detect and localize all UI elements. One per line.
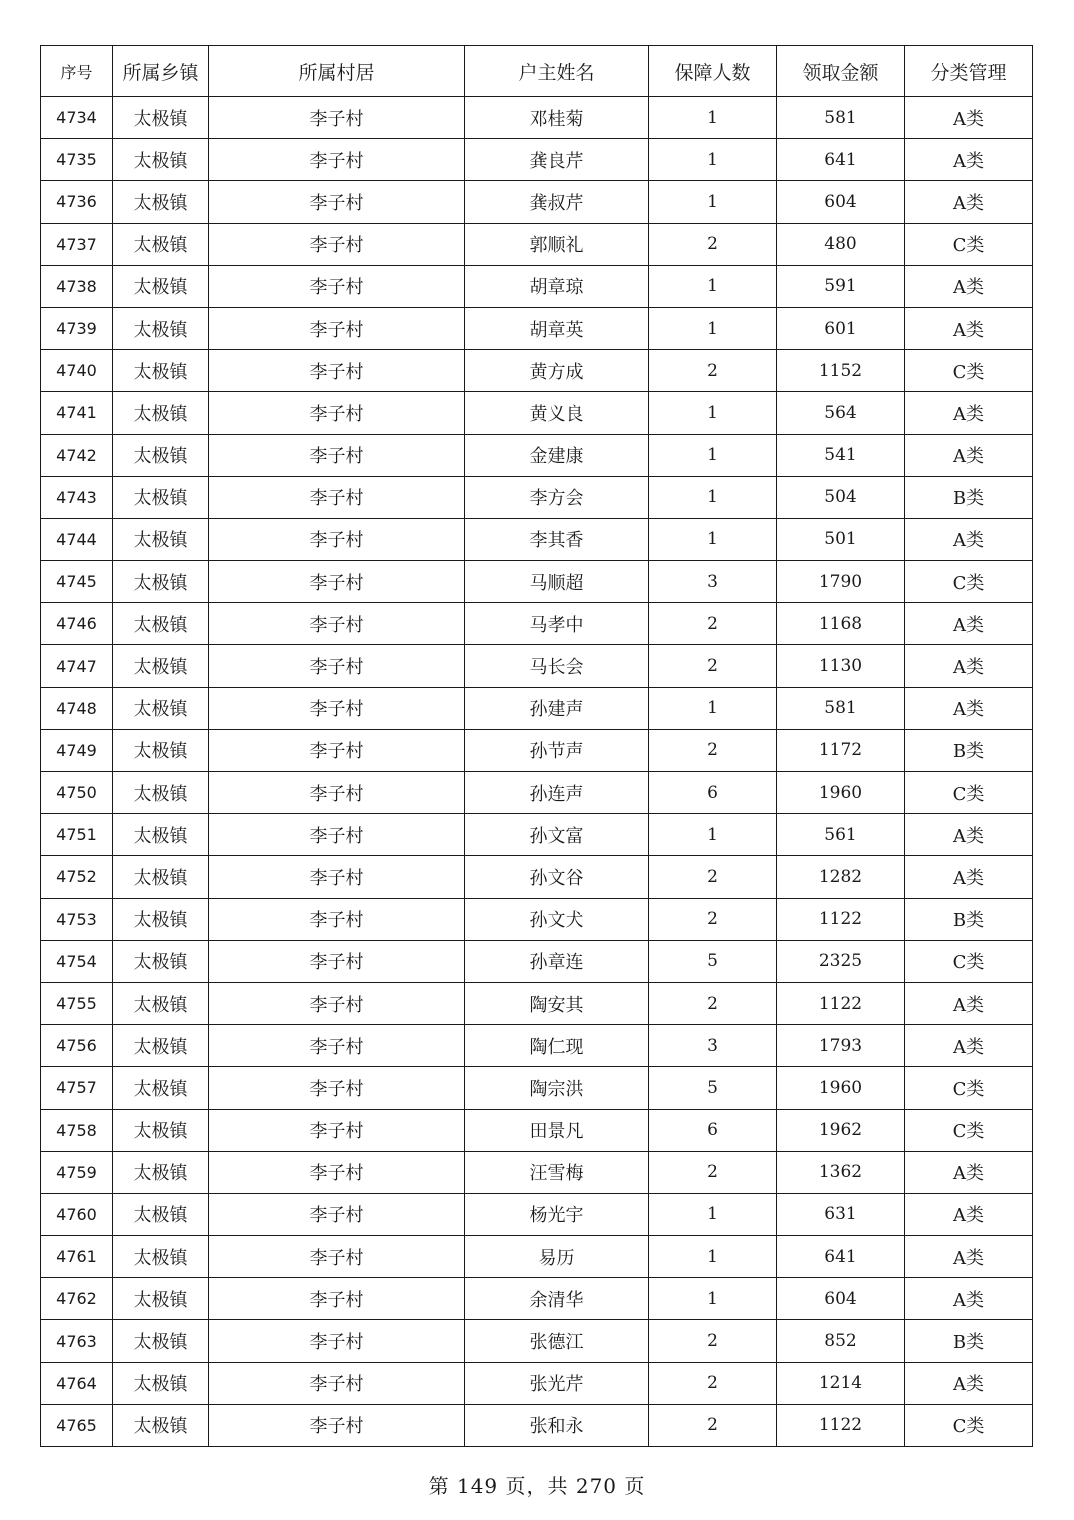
cell-head: 龚良芹: [465, 139, 649, 181]
cell-category: C类: [905, 1404, 1033, 1446]
cell-amount: 1122: [777, 982, 905, 1024]
table-row: [41, 139, 1033, 181]
table-row: [41, 518, 1033, 560]
cell-count: 2: [649, 1320, 777, 1362]
column-header-count: 保障人数: [649, 46, 777, 97]
table-row: [41, 1320, 1033, 1362]
cell-head: 黄义良: [465, 392, 649, 434]
cell-amount: 1960: [777, 772, 905, 814]
cell-village: 李子村: [209, 898, 465, 940]
cell-category: A类: [905, 1278, 1033, 1320]
cell-head: 杨光宇: [465, 1193, 649, 1235]
cell-category: A类: [905, 392, 1033, 434]
cell-category: A类: [905, 1362, 1033, 1404]
cell-category: C类: [905, 940, 1033, 982]
cell-village: 李子村: [209, 729, 465, 771]
cell-township: 太极镇: [113, 603, 209, 645]
cell-head: 孙文谷: [465, 856, 649, 898]
cell-township: 太极镇: [113, 434, 209, 476]
cell-amount: 1152: [777, 350, 905, 392]
cell-head: 郭顺礼: [465, 223, 649, 265]
cell-township: 太极镇: [113, 1109, 209, 1151]
cell-no: 4757: [41, 1067, 113, 1109]
cell-amount: 1122: [777, 898, 905, 940]
cell-head: 龚叔芹: [465, 181, 649, 223]
cell-no: 4746: [41, 603, 113, 645]
cell-amount: 1960: [777, 1067, 905, 1109]
cell-head: 黄方成: [465, 350, 649, 392]
cell-count: 5: [649, 940, 777, 982]
cell-head: 马孝中: [465, 603, 649, 645]
cell-no: 4759: [41, 1151, 113, 1193]
cell-no: 4753: [41, 898, 113, 940]
cell-no: 4762: [41, 1278, 113, 1320]
cell-amount: 604: [777, 181, 905, 223]
cell-village: 李子村: [209, 1151, 465, 1193]
cell-no: 4765: [41, 1404, 113, 1446]
table-row: [41, 265, 1033, 307]
cell-village: 李子村: [209, 772, 465, 814]
cell-amount: 1168: [777, 603, 905, 645]
cell-category: A类: [905, 1151, 1033, 1193]
cell-count: 2: [649, 223, 777, 265]
cell-amount: 581: [777, 687, 905, 729]
cell-count: 6: [649, 772, 777, 814]
cell-no: 4741: [41, 392, 113, 434]
cell-count: 2: [649, 645, 777, 687]
cell-township: 太极镇: [113, 1404, 209, 1446]
cell-category: A类: [905, 181, 1033, 223]
header-row: [41, 46, 1033, 97]
cell-head: 陶仁现: [465, 1025, 649, 1067]
cell-no: 4739: [41, 307, 113, 349]
cell-count: 1: [649, 687, 777, 729]
cell-amount: 1130: [777, 645, 905, 687]
column-header-no: 序号: [41, 46, 113, 97]
cell-township: 太极镇: [113, 181, 209, 223]
cell-head: 李其香: [465, 518, 649, 560]
cell-township: 太极镇: [113, 1193, 209, 1235]
cell-no: 4761: [41, 1236, 113, 1278]
cell-category: B类: [905, 898, 1033, 940]
cell-village: 李子村: [209, 1067, 465, 1109]
cell-category: A类: [905, 265, 1033, 307]
table-row: [41, 434, 1033, 476]
cell-no: 4747: [41, 645, 113, 687]
cell-count: 1: [649, 265, 777, 307]
cell-head: 马长会: [465, 645, 649, 687]
cell-count: 2: [649, 898, 777, 940]
cell-township: 太极镇: [113, 1236, 209, 1278]
cell-category: B类: [905, 476, 1033, 518]
table-row: [41, 1067, 1033, 1109]
cell-count: 3: [649, 1025, 777, 1067]
table-row: [41, 1151, 1033, 1193]
cell-category: A类: [905, 603, 1033, 645]
cell-township: 太极镇: [113, 139, 209, 181]
table-row: [41, 1404, 1033, 1446]
cell-amount: 1793: [777, 1025, 905, 1067]
cell-amount: 1214: [777, 1362, 905, 1404]
cell-village: 李子村: [209, 265, 465, 307]
cell-township: 太极镇: [113, 350, 209, 392]
cell-head: 孙文富: [465, 814, 649, 856]
table-row: [41, 645, 1033, 687]
cell-amount: 1282: [777, 856, 905, 898]
cell-village: 李子村: [209, 139, 465, 181]
cell-township: 太极镇: [113, 476, 209, 518]
cell-head: 李方会: [465, 476, 649, 518]
cell-amount: 561: [777, 814, 905, 856]
cell-village: 李子村: [209, 1320, 465, 1362]
cell-category: A类: [905, 814, 1033, 856]
cell-category: C类: [905, 350, 1033, 392]
cell-township: 太极镇: [113, 772, 209, 814]
cell-amount: 1962: [777, 1109, 905, 1151]
cell-village: 李子村: [209, 856, 465, 898]
cell-category: A类: [905, 1236, 1033, 1278]
cell-count: 1: [649, 97, 777, 139]
cell-amount: 2325: [777, 940, 905, 982]
cell-village: 李子村: [209, 1109, 465, 1151]
cell-village: 李子村: [209, 434, 465, 476]
cell-township: 太极镇: [113, 1067, 209, 1109]
cell-village: 李子村: [209, 476, 465, 518]
table-row: [41, 772, 1033, 814]
cell-village: 李子村: [209, 940, 465, 982]
cell-head: 孙文犬: [465, 898, 649, 940]
cell-township: 太极镇: [113, 223, 209, 265]
cell-head: 邓桂菊: [465, 97, 649, 139]
cell-head: 孙章连: [465, 940, 649, 982]
cell-township: 太极镇: [113, 982, 209, 1024]
cell-no: 4738: [41, 265, 113, 307]
cell-village: 李子村: [209, 1025, 465, 1067]
cell-amount: 501: [777, 518, 905, 560]
cell-village: 李子村: [209, 1404, 465, 1446]
table-row: [41, 181, 1033, 223]
cell-no: 4751: [41, 814, 113, 856]
cell-no: 4736: [41, 181, 113, 223]
cell-count: 1: [649, 476, 777, 518]
cell-township: 太极镇: [113, 518, 209, 560]
cell-village: 李子村: [209, 392, 465, 434]
cell-category: A类: [905, 434, 1033, 476]
cell-amount: 541: [777, 434, 905, 476]
cell-no: 4734: [41, 97, 113, 139]
cell-head: 陶安其: [465, 982, 649, 1024]
cell-category: A类: [905, 307, 1033, 349]
cell-no: 4755: [41, 982, 113, 1024]
cell-amount: 581: [777, 97, 905, 139]
cell-head: 张光芹: [465, 1362, 649, 1404]
cell-township: 太极镇: [113, 1278, 209, 1320]
table-row: [41, 856, 1033, 898]
cell-village: 李子村: [209, 982, 465, 1024]
table-row: [41, 476, 1033, 518]
cell-village: 李子村: [209, 1278, 465, 1320]
cell-head: 汪雪梅: [465, 1151, 649, 1193]
cell-township: 太极镇: [113, 729, 209, 771]
cell-category: B类: [905, 729, 1033, 771]
column-header-category: 分类管理: [905, 46, 1033, 97]
cell-head: 易历: [465, 1236, 649, 1278]
cell-head: 田景凡: [465, 1109, 649, 1151]
cell-category: A类: [905, 645, 1033, 687]
cell-category: A类: [905, 982, 1033, 1024]
cell-category: C类: [905, 561, 1033, 603]
cell-township: 太极镇: [113, 1320, 209, 1362]
cell-category: C类: [905, 223, 1033, 265]
cell-count: 1: [649, 139, 777, 181]
cell-township: 太极镇: [113, 1362, 209, 1404]
cell-no: 4744: [41, 518, 113, 560]
cell-head: 孙建声: [465, 687, 649, 729]
cell-head: 余清华: [465, 1278, 649, 1320]
cell-count: 1: [649, 181, 777, 223]
cell-amount: 1172: [777, 729, 905, 771]
cell-head: 金建康: [465, 434, 649, 476]
cell-no: 4756: [41, 1025, 113, 1067]
table-body: [41, 97, 1033, 1447]
cell-township: 太极镇: [113, 814, 209, 856]
cell-village: 李子村: [209, 603, 465, 645]
cell-count: 1: [649, 814, 777, 856]
cell-village: 李子村: [209, 561, 465, 603]
cell-township: 太极镇: [113, 1025, 209, 1067]
table-row: [41, 729, 1033, 771]
cell-village: 李子村: [209, 97, 465, 139]
cell-count: 2: [649, 1362, 777, 1404]
table-row: [41, 940, 1033, 982]
cell-amount: 564: [777, 392, 905, 434]
cell-count: 2: [649, 982, 777, 1024]
table-row: [41, 1278, 1033, 1320]
cell-count: 2: [649, 729, 777, 771]
cell-count: 2: [649, 1404, 777, 1446]
cell-village: 李子村: [209, 307, 465, 349]
cell-amount: 641: [777, 1236, 905, 1278]
cell-amount: 852: [777, 1320, 905, 1362]
cell-township: 太极镇: [113, 856, 209, 898]
cell-village: 李子村: [209, 181, 465, 223]
cell-amount: 641: [777, 139, 905, 181]
column-header-village: 所属村居: [209, 46, 465, 97]
cell-count: 2: [649, 856, 777, 898]
cell-township: 太极镇: [113, 307, 209, 349]
cell-head: 孙节声: [465, 729, 649, 771]
cell-township: 太极镇: [113, 97, 209, 139]
cell-category: A类: [905, 1193, 1033, 1235]
table-row: [41, 350, 1033, 392]
cell-count: 2: [649, 350, 777, 392]
page-footer: 第 149 页，共 270 页: [428, 1474, 646, 1498]
cell-count: 1: [649, 307, 777, 349]
cell-township: 太极镇: [113, 392, 209, 434]
cell-count: 1: [649, 392, 777, 434]
cell-category: A类: [905, 139, 1033, 181]
cell-village: 李子村: [209, 1193, 465, 1235]
cell-village: 李子村: [209, 687, 465, 729]
cell-count: 5: [649, 1067, 777, 1109]
column-header-township: 所属乡镇: [113, 46, 209, 97]
cell-head: 胡章英: [465, 307, 649, 349]
cell-no: 4740: [41, 350, 113, 392]
cell-head: 张德江: [465, 1320, 649, 1362]
table-row: [41, 1109, 1033, 1151]
cell-village: 李子村: [209, 223, 465, 265]
cell-no: 4758: [41, 1109, 113, 1151]
cell-no: 4763: [41, 1320, 113, 1362]
cell-count: 2: [649, 1151, 777, 1193]
cell-amount: 480: [777, 223, 905, 265]
table-row: [41, 392, 1033, 434]
table-row: [41, 687, 1033, 729]
table-row: [41, 814, 1033, 856]
cell-head: 马顺超: [465, 561, 649, 603]
cell-category: A类: [905, 856, 1033, 898]
cell-category: A类: [905, 687, 1033, 729]
cell-amount: 504: [777, 476, 905, 518]
cell-count: 1: [649, 434, 777, 476]
cell-no: 4754: [41, 940, 113, 982]
cell-count: 1: [649, 518, 777, 560]
cell-head: 孙连声: [465, 772, 649, 814]
cell-village: 李子村: [209, 518, 465, 560]
table-row: [41, 1025, 1033, 1067]
cell-no: 4737: [41, 223, 113, 265]
cell-no: 4742: [41, 434, 113, 476]
cell-no: 4748: [41, 687, 113, 729]
cell-no: 4752: [41, 856, 113, 898]
cell-count: 3: [649, 561, 777, 603]
column-header-head: 户主姓名: [465, 46, 649, 97]
cell-amount: 601: [777, 307, 905, 349]
table-row: [41, 982, 1033, 1024]
table-row: [41, 603, 1033, 645]
cell-count: 1: [649, 1193, 777, 1235]
cell-amount: 1122: [777, 1404, 905, 1446]
cell-no: 4764: [41, 1362, 113, 1404]
cell-village: 李子村: [209, 1362, 465, 1404]
cell-category: B类: [905, 1320, 1033, 1362]
cell-category: C类: [905, 772, 1033, 814]
cell-township: 太极镇: [113, 687, 209, 729]
cell-amount: 1362: [777, 1151, 905, 1193]
cell-township: 太极镇: [113, 645, 209, 687]
cell-no: 4745: [41, 561, 113, 603]
cell-township: 太极镇: [113, 561, 209, 603]
table-row: [41, 561, 1033, 603]
cell-township: 太极镇: [113, 265, 209, 307]
column-header-amount: 领取金额: [777, 46, 905, 97]
cell-category: A类: [905, 1025, 1033, 1067]
cell-count: 2: [649, 603, 777, 645]
cell-count: 1: [649, 1278, 777, 1320]
cell-no: 4750: [41, 772, 113, 814]
cell-count: 6: [649, 1109, 777, 1151]
cell-village: 李子村: [209, 645, 465, 687]
cell-amount: 604: [777, 1278, 905, 1320]
cell-amount: 1790: [777, 561, 905, 603]
cell-count: 1: [649, 1236, 777, 1278]
cell-no: 4760: [41, 1193, 113, 1235]
cell-village: 李子村: [209, 1236, 465, 1278]
cell-amount: 631: [777, 1193, 905, 1235]
cell-head: 张和永: [465, 1404, 649, 1446]
table-row: [41, 1236, 1033, 1278]
table-row: [41, 1193, 1033, 1235]
cell-no: 4743: [41, 476, 113, 518]
table-row: [41, 307, 1033, 349]
cell-no: 4735: [41, 139, 113, 181]
table-header: [41, 46, 1033, 97]
cell-category: A类: [905, 518, 1033, 560]
table-row: [41, 1362, 1033, 1404]
cell-category: C类: [905, 1067, 1033, 1109]
cell-head: 陶宗洪: [465, 1067, 649, 1109]
cell-amount: 591: [777, 265, 905, 307]
cell-head: 胡章琼: [465, 265, 649, 307]
cell-village: 李子村: [209, 350, 465, 392]
cell-category: C类: [905, 1109, 1033, 1151]
cell-township: 太极镇: [113, 1151, 209, 1193]
cell-village: 李子村: [209, 814, 465, 856]
cell-township: 太极镇: [113, 940, 209, 982]
roster-table: [40, 45, 1033, 1447]
cell-category: A类: [905, 97, 1033, 139]
table-row: [41, 223, 1033, 265]
table-row: [41, 898, 1033, 940]
cell-no: 4749: [41, 729, 113, 771]
cell-township: 太极镇: [113, 898, 209, 940]
table-row: [41, 97, 1033, 139]
